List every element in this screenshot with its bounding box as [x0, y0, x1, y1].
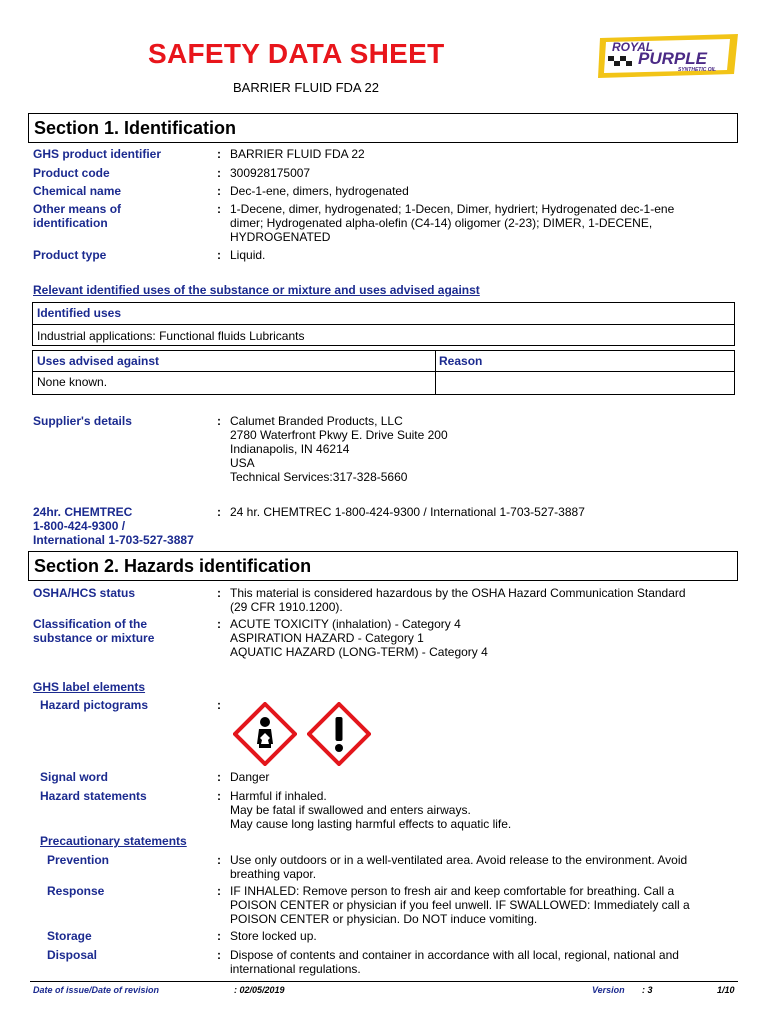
colon: :	[217, 617, 221, 631]
classification-label-line2: substance or mixture	[33, 631, 155, 645]
ghs-label-elements-heading: GHS label elements	[33, 680, 146, 694]
chemical-name-label: Chemical name	[33, 184, 122, 198]
uses-advised-against-table	[32, 350, 735, 395]
other-means-label-line2: identification	[33, 216, 108, 230]
ghs-product-identifier-label: GHS product identifier	[33, 147, 162, 161]
colon: :	[217, 789, 221, 803]
document-title: SAFETY DATA SHEET	[148, 38, 445, 69]
supplier-line-1: Calumet Branded Products, LLC	[230, 414, 403, 428]
osha-status-label: OSHA/HCS status	[33, 586, 136, 600]
colon: :	[217, 853, 221, 867]
response-value-line3: POISON CENTER or physician. Do NOT induce vomiting.	[230, 912, 538, 926]
colon: :	[217, 166, 221, 180]
supplier-line-5: Technical Services:317-328-5660	[230, 470, 408, 484]
colon: :	[217, 586, 221, 600]
colon: :	[217, 884, 221, 898]
colon: :	[217, 248, 221, 262]
chemtrec-label-line1: 24hr. CHEMTREC	[33, 505, 133, 519]
footer-version-value: : 3	[642, 985, 653, 995]
osha-status-value-line2: (29 CFR 1910.1200).	[230, 600, 343, 614]
chemtrec-value: 24 hr. CHEMTREC 1-800-424-9300 / International 1-703-527-3887	[230, 505, 585, 519]
svg-text:PURPLE: PURPLE	[638, 49, 707, 68]
footer-date-label: Date of issue/Date of revision	[33, 985, 160, 995]
hazard-statement-2: May be fatal if swallowed and enters airways.	[230, 803, 471, 817]
signal-word-label: Signal word	[40, 770, 109, 784]
uses-advised-against-header: Uses advised against	[37, 354, 160, 368]
section-1-title: Section 1. Identification	[34, 118, 237, 138]
other-means-value-line2: dimer; Hydrogenated alpha-olefin (C4-14) oligomer (2-23); DIMER, 1-DECENE,	[230, 216, 653, 230]
disposal-value-line1: Dispose of contents and container in accordance with all local, regional, national and	[230, 948, 679, 962]
identified-uses-header-row	[33, 303, 734, 325]
chemtrec-label-line3: International 1-703-527-3887	[33, 533, 194, 547]
colon: :	[217, 505, 221, 519]
product-type-value: Liquid.	[230, 248, 266, 262]
osha-status-value-line1: This material is considered hazardous by the OSHA Hazard Communication Standard	[230, 586, 686, 600]
footer-page-number: 1/10	[717, 985, 735, 995]
colon: :	[217, 414, 221, 428]
colon: :	[217, 202, 221, 216]
health-hazard-icon	[233, 702, 297, 766]
supplier-details-label: Supplier's details	[33, 414, 132, 428]
chemtrec-label-line2: 1-800-424-9300 /	[33, 519, 126, 533]
relevant-uses-heading: Relevant identified uses of the substance or mixture and uses advised against	[33, 283, 480, 297]
exclamation-mark-icon	[307, 702, 371, 766]
colon: :	[217, 770, 221, 784]
response-value-line2: POISON CENTER or physician if you feel unwell. IF SWALLOWED: Immediately call a	[230, 898, 690, 912]
disposal-value-line2: international regulations.	[230, 962, 361, 976]
product-type-label: Product type	[33, 248, 107, 262]
other-means-label-line1: Other means of	[33, 202, 122, 216]
prevention-value-line2: breathing vapor.	[230, 867, 317, 881]
identified-uses-table	[32, 302, 735, 346]
response-value-line1: IF INHALED: Remove person to fresh air and keep comfortable for breathing. Call a	[230, 884, 675, 898]
classification-value-2: ASPIRATION HAZARD - Category 1	[230, 631, 424, 645]
other-means-value-line3: HYDROGENATED	[230, 230, 331, 244]
hazard-statement-3: May cause long lasting harmful effects to aquatic life.	[230, 817, 512, 831]
other-means-value-line1: 1-Decene, dimer, hydrogenated; 1-Decen, Dimer, hydriert; Hydrogenated dec-1-ene	[230, 202, 675, 216]
section-1-header	[28, 113, 738, 143]
colon: :	[217, 929, 221, 943]
disposal-label: Disposal	[47, 948, 98, 962]
hazard-pictograms-label: Hazard pictograms	[40, 698, 149, 712]
chemical-name-value: Dec-1-ene, dimers, hydrogenated	[230, 184, 409, 198]
storage-value: Store locked up.	[230, 929, 317, 943]
colon: :	[217, 698, 221, 712]
identified-uses-header: Identified uses	[37, 306, 122, 320]
classification-value-3: AQUATIC HAZARD (LONG-TERM) - Category 4	[230, 645, 488, 659]
section-2-header	[28, 551, 738, 581]
colon: :	[217, 948, 221, 962]
colon: :	[217, 147, 221, 161]
supplier-line-4: USA	[230, 456, 255, 470]
colon: :	[217, 184, 221, 198]
hazard-statements-label: Hazard statements	[40, 789, 147, 803]
response-label: Response	[47, 884, 105, 898]
section-2-title: Section 2. Hazards identification	[34, 556, 312, 576]
svg-text:ROYAL: ROYAL	[612, 40, 654, 54]
uses-advised-against-value: None known.	[37, 375, 108, 389]
supplier-line-3: Indianapolis, IN 46214	[230, 442, 350, 456]
supplier-line-2: 2780 Waterfront Pkwy E. Drive Suite 200	[230, 428, 448, 442]
identified-uses-value: Industrial applications: Functional fluids Lubricants	[37, 329, 305, 343]
svg-text:SYNTHETIC OIL: SYNTHETIC OIL	[678, 67, 717, 73]
footer-date-value: : 02/05/2019	[234, 985, 285, 995]
reason-header: Reason	[439, 354, 483, 368]
product-code-value: 300928175007	[230, 166, 311, 180]
column-divider	[435, 351, 436, 394]
precautionary-statements-heading: Precautionary statements	[40, 834, 187, 848]
product-code-label: Product code	[33, 166, 110, 180]
royal-purple-logo	[598, 34, 740, 78]
prevention-label: Prevention	[47, 853, 110, 867]
ghs-product-identifier-value: BARRIER FLUID FDA 22	[230, 147, 365, 161]
footer-version-label: Version	[592, 985, 625, 995]
classification-value-1: ACUTE TOXICITY (inhalation) - Category 4	[230, 617, 461, 631]
footer-divider	[30, 981, 738, 982]
product-name: BARRIER FLUID FDA 22	[233, 80, 379, 95]
prevention-value-line1: Use only outdoors or in a well-ventilated area. Avoid release to the environment. Avoid	[230, 853, 688, 867]
signal-word-value: Danger	[230, 770, 270, 784]
classification-label-line1: Classification of the	[33, 617, 148, 631]
hazard-statement-1: Harmful if inhaled.	[230, 789, 327, 803]
storage-label: Storage	[47, 929, 92, 943]
